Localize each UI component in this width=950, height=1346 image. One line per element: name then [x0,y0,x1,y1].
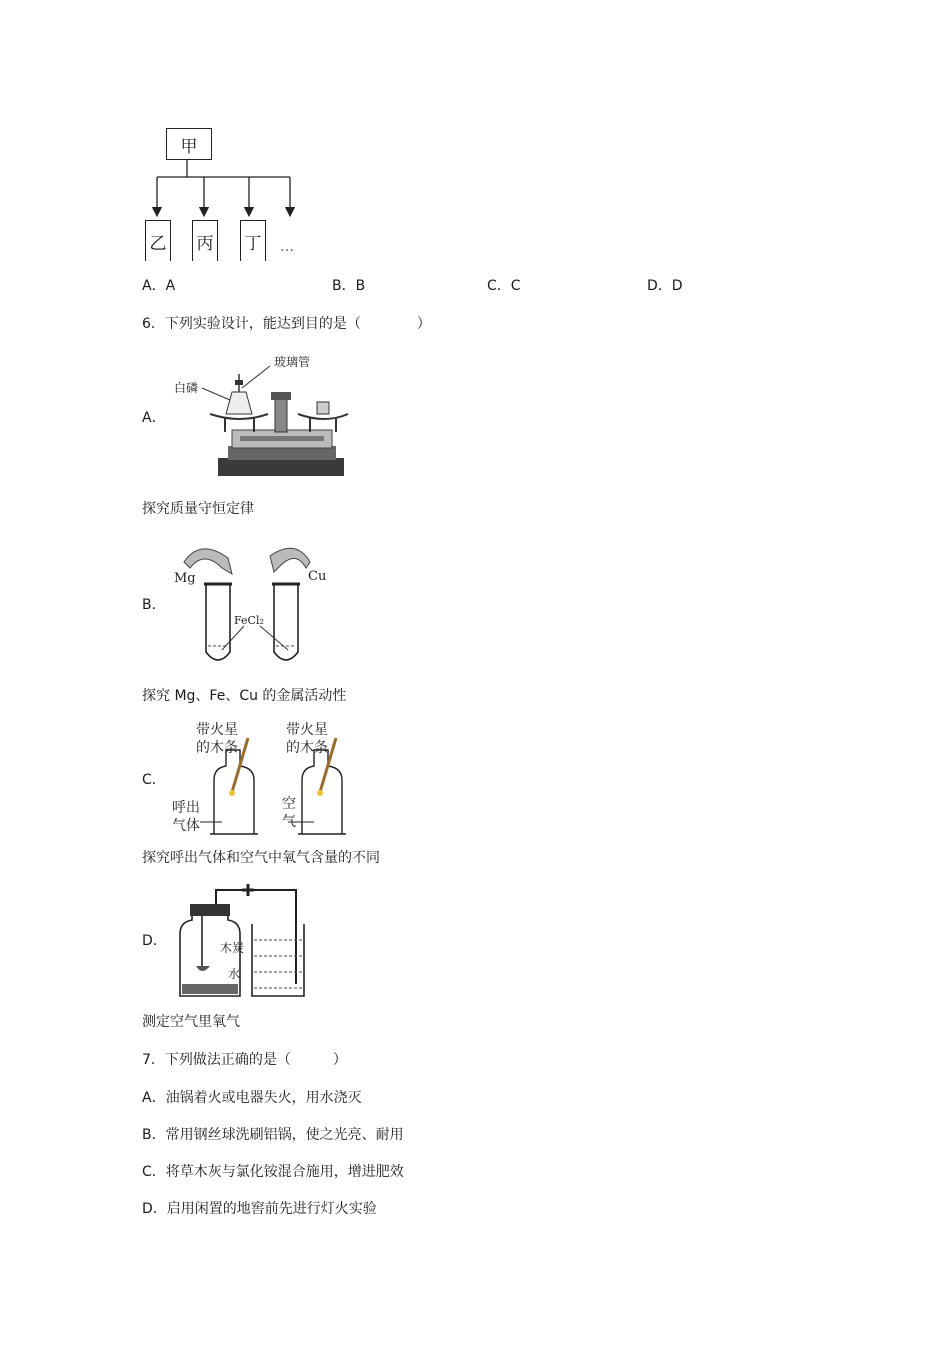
q6-option-c-caption: 探究呼出气体和空气中氧气含量的不同 [142,850,380,866]
q5-option-c: C．C [487,278,521,294]
label-stick-1b: 的木条 [196,740,238,756]
classification-diagram [140,120,320,265]
child-node-1: 乙 [145,220,171,261]
label-stick-1a: 带火星 [196,722,238,738]
label-cu: Cu [308,569,327,584]
label-stick-2b: 的木条 [286,740,328,756]
q7-option-d: D．启用闲置的地窖前先进行灯火实验 [142,1201,377,1217]
child-more-ellipsis: … [280,239,294,255]
label-mg: Mg [174,571,196,586]
gas-bottles-drawing [170,718,350,836]
test-tubes-figure [170,538,340,668]
q6-option-c-letter: C． [142,772,166,788]
q6-option-b-letter: B． [142,597,166,613]
label-air-b: 气 [282,814,296,830]
label-glass-tube: 玻璃管 [274,355,311,369]
q7-stem: 7．下列做法正确的是（ ） [142,1052,347,1068]
balance-figure [170,352,350,480]
label-air-a: 空 [282,796,296,812]
label-fecl2: FeCl₂ [234,614,264,627]
q7-option-b: B．常用钢丝球洗刷铝锅，使之光亮、耐用 [142,1127,404,1143]
q7-option-a: A．油锅着火或电器失火，用水浇灭 [142,1090,362,1106]
q6-option-a-letter: A． [142,410,166,426]
q6-stem: 6．下列实验设计，能达到目的是（ ） [142,316,431,332]
q6-option-d-letter: D． [142,933,167,949]
root-node [166,128,212,160]
label-water: 水 [228,967,241,981]
q5-option-d: D．D [647,278,683,294]
charcoal-apparatus-drawing [170,880,310,1000]
q6-option-b-caption: 探究 Mg、Fe、Cu 的金属活动性 [142,688,347,704]
label-white-phosphorus: 白磷 [174,381,199,395]
q6-option-a-caption: 探究质量守恒定律 [142,501,254,517]
root-node-label: 甲 [180,136,198,157]
test-tubes-drawing [170,538,340,668]
gas-bottles-figure [170,718,350,836]
q6-option-d-caption: 测定空气里氧气 [142,1014,240,1030]
label-exhaled-b: 气体 [172,818,200,834]
q7-option-c: C．将草木灰与氯化铵混合施用，增进肥效 [142,1164,404,1180]
balance-drawing [170,352,350,480]
charcoal-apparatus-figure [170,880,310,1000]
q5-option-b: B．B [332,278,366,294]
label-charcoal: 木炭 [220,941,245,955]
label-stick-2a: 带火星 [286,722,328,738]
child-node-2: 丙 [192,220,218,261]
label-exhaled-a: 呼出 [172,800,200,816]
q5-option-a: A．A [142,278,176,294]
child-node-3: 丁 [240,220,266,261]
